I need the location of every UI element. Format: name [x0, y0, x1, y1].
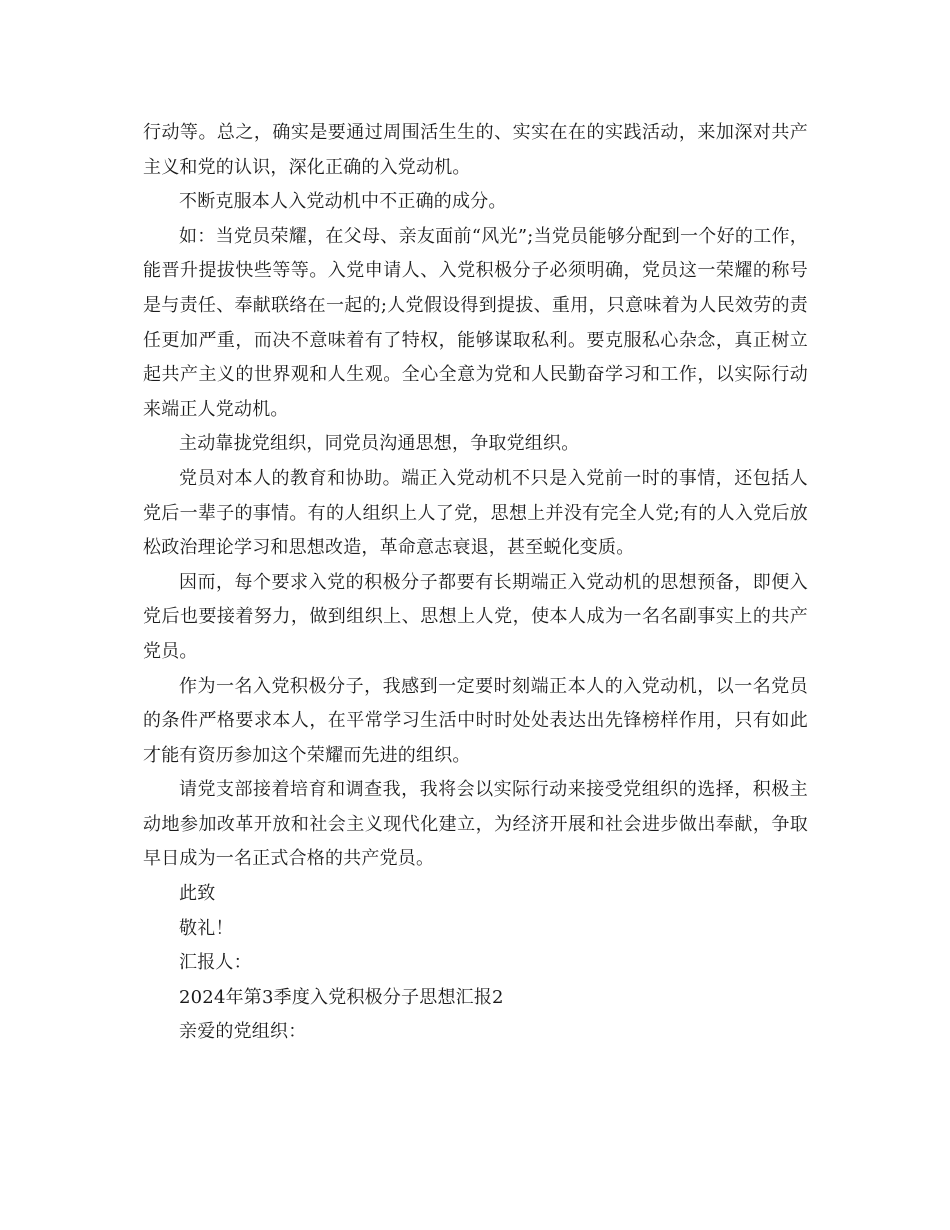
reporter-label: 汇报人： [179, 952, 252, 974]
next-report-greeting: 亲爱的党组织： [179, 1021, 307, 1043]
next-report-title: 2024年第3季度入党积极分子思想汇报2 [179, 986, 504, 1008]
paragraph-1: 行动等。总之，确实是要通过周围活生生的、实实在在的实践活动，来加深对共产主义和党的认识，深化正确的入党动机。 [143, 122, 808, 178]
paragraph-6: 因而，每个要求入党的积极分子都要有长期端正入党动机的思想预备，即便入党后也要接着努力，做到组织上、思想上人党，使本人成为一名名副事实上的共产党员。 [143, 571, 808, 662]
paragraph-3: 如：当党员荣耀，在父母、亲友面前“风光”;当党员能够分配到一个好的工作，能晋升提拔快些等等。入党申请人、入党积极分子必须明确，党员这一荣耀的称号是与责任、奉献联络在一起的;人党假设得到提拔、重用，只意味着为人民效劳的责任更加严重，而决不意味着有了特权，能够谋取私利。要克服私心杂念，真正树立起共产主义的世界观和人生观。全心全意为党和人民勤奋学习和工作，以实际行动来端正人党动机。 [143, 225, 808, 420]
paragraph-7: 作为一名入党积极分子，我感到一定要时刻端正本人的入党动机，以一名党员的条件严格要求本人，在平常学习生活中时时处处表达出先锋榜样作用，只有如此才能有资历参加这个荣耀而先进的组织。 [143, 675, 808, 766]
paragraph-2: 不断克服本人入党动机中不正确的成分。 [179, 191, 507, 213]
document-body [143, 116, 808, 1050]
closing-regards: 敬礼！ [179, 917, 234, 939]
paragraph-5: 党员对本人的教育和协助。端正入党动机不只是入党前一时的事情，还包括人党后一辈子的事情。有的人组织上人了党，思想上并没有完全人党;有的人入党后放松政治理论学习和思想改造，革命意志衰退，甚至蜕化变质。 [143, 467, 808, 559]
closing-salutation: 此致 [179, 883, 216, 905]
paragraph-4: 主动靠拢党组织，同党员沟通思想，争取党组织。 [179, 433, 580, 455]
paragraph-8: 请党支部接着培育和调查我，我将会以实际行动来接受党组织的选择，积极主动地参加改革开放和社会主义现代化建立，为经济开展和社会进步做出奉献，争取早日成为一名正式合格的共产党员。 [143, 779, 808, 870]
